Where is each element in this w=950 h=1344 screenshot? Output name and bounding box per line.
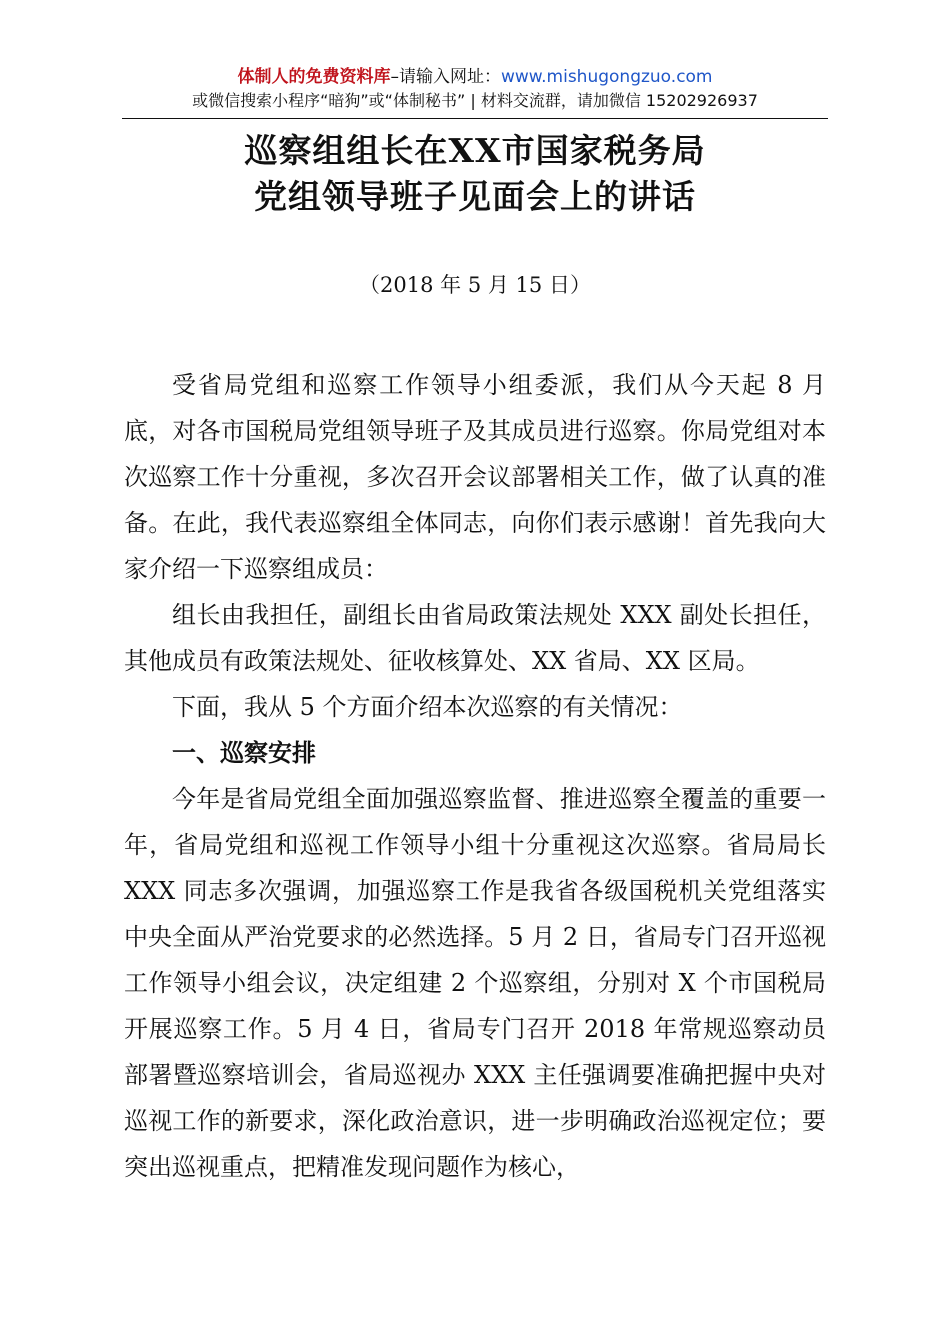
document-body <box>124 362 826 1190</box>
paragraph-section-1: 今年是省局党组全面加强巡察监督、推进巡察全覆盖的重要一年，省局党组和巡视工作领导小组十分重视这次巡察。省局局长 XXX 同志多次强调，加强巡察工作是我省各级国税机关党组落实中央全面从严治党要求的必然选择。5 月 2 日，省局专门召开巡视工作领导小组会议，决定组建 2 个巡察组，分别对 X 个市国税局开展巡察工作。5 月 4 日，省局专门召开 2018 年常规巡察动员部署暨巡察培训会，省局巡视办 XXX 主任强调要准确把握中央对巡视工作的新要求，深化政治意识，进一步明确政治巡视定位；要突出巡视重点，把精准发现问题作为核心， <box>124 785 826 1181</box>
title-line-2: 党组领导班子见面会上的讲话 <box>254 177 696 216</box>
paragraph-intro: 受省局党组和巡察工作领导小组委派，我们从今天起 8 月底，对各市国税局党组领导班子及其成员进行巡察。你局党组对本次巡察工作十分重视，多次召开会议部署相关工作，做了认真的准备。在此，我代表巡察组全体同志，向你们表示感谢！首先我向大家介绍一下巡察组成员： <box>124 371 826 583</box>
page-header <box>0 66 950 112</box>
header-wechat-line: 或微信搜索小程序“暗狗”或“体制秘书” | 材料交流群，请加微信 15202926937 <box>192 91 758 110</box>
paragraph-members: 组长由我担任，副组长由省局政策法规处 XXX 副处长担任，其他成员有政策法规处、征收核算处、XX 省局、XX 区局。 <box>124 601 826 675</box>
header-url-link[interactable]: www.mishugongzuo.com <box>500 67 713 87</box>
header-prompt: –请输入网址： <box>390 67 501 87</box>
paragraph-overview: 下面，我从 5 个方面介绍本次巡察的有关情况： <box>172 693 683 721</box>
document-date: （2018 年 5 月 15 日） <box>359 273 591 297</box>
header-brand: 体制人的免费资料库 <box>237 67 391 87</box>
section-heading-1: 一、巡察安排 <box>172 739 316 767</box>
title-line-1: 巡察组组长在XX市国家税务局 <box>244 131 706 170</box>
header-website-line <box>0 66 950 88</box>
header-divider <box>122 118 828 119</box>
document-title <box>0 128 950 220</box>
